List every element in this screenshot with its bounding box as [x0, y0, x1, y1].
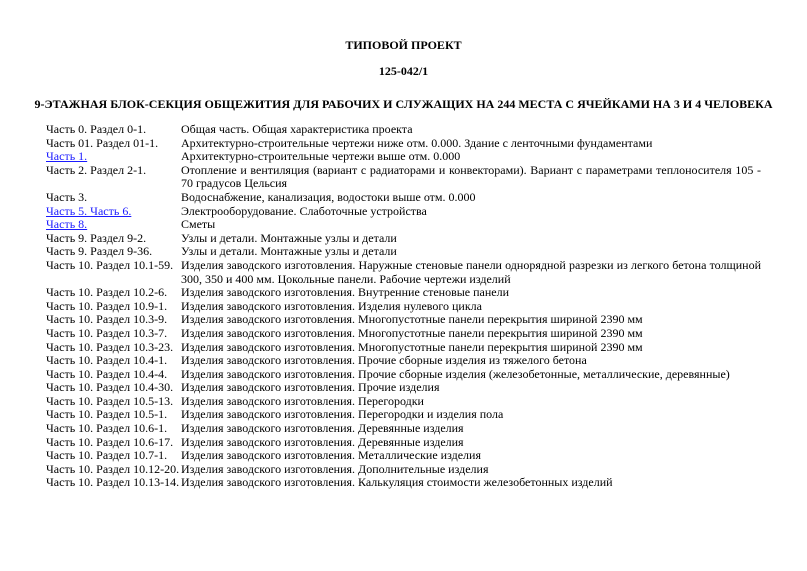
contents-row: [46, 123, 761, 137]
section-code: Часть 10. Раздел 10.7-1.: [46, 448, 168, 463]
contents-row: [46, 245, 761, 259]
section-code: Часть 10. Раздел 10.2-6.: [46, 285, 168, 300]
contents-row: [46, 150, 761, 164]
contents-row: [46, 381, 761, 395]
section-description: Изделия заводского изготовления. Калькуляция стоимости железобетонных изделий: [181, 475, 613, 490]
contents-row: [46, 408, 761, 422]
section-description: Изделия заводского изготовления. Прочие изделия: [181, 380, 440, 395]
section-description: Изделия заводского изготовления. Деревянные изделия: [181, 421, 464, 436]
section-code: Часть 10. Раздел 10.3-7.: [46, 325, 168, 340]
contents-row: [46, 327, 761, 341]
section-code: Часть 10. Раздел 10.13-14.: [46, 475, 180, 490]
section-code: Часть 10. Раздел 10.4-1.: [46, 353, 168, 368]
section-code: Часть 10. Раздел 10.9-1.: [46, 298, 168, 313]
section-link[interactable]: Часть 5. Часть 6.: [46, 203, 132, 218]
section-description: Архитектурно-строительные чертежи выше отм. 0.000: [181, 149, 461, 164]
section-code: Часть 10. Раздел 10.5-13.: [46, 393, 174, 408]
contents-row: [46, 191, 761, 205]
section-description: Водоснабжение, канализация, водостоки выше отм. 0.000: [181, 189, 476, 204]
contents-row: [46, 354, 761, 368]
section-code: Часть 10. Раздел 10.5-1.: [46, 407, 168, 422]
section-description: Изделия заводского изготовления. Многопустотные панели перекрытия шириной 2390 мм: [181, 325, 643, 340]
section-description: Узлы и детали. Монтажные узлы и детали: [181, 230, 397, 245]
contents-row: [46, 341, 761, 355]
section-description: Сметы: [181, 217, 216, 232]
section-code: Часть 2. Раздел 2-1.: [46, 162, 147, 177]
contents-row: [46, 422, 761, 436]
contents-row: [46, 395, 761, 409]
section-description: Изделия заводского изготовления. Изделия нулевого цикла: [181, 298, 482, 313]
section-code: Часть 9. Раздел 9-36.: [46, 244, 153, 259]
section-description: Изделия заводского изготовления. Дополнительные изделия: [181, 461, 489, 476]
section-description: Изделия заводского изготовления. Прочие сборные изделия из тяжелого бетона: [181, 353, 587, 368]
section-description: Изделия заводского изготовления. Перегородки и изделия пола: [181, 407, 504, 422]
section-description: Электрооборудование. Слаботочные устройства: [181, 203, 427, 218]
contents-row: [46, 436, 761, 450]
section-description: Изделия заводского изготовления. Многопустотные панели перекрытия шириной 2390 мм: [181, 312, 643, 327]
contents-row: [46, 137, 761, 151]
section-description: Изделия заводского изготовления. Деревянные изделия: [181, 434, 464, 449]
section-code: Часть 10. Раздел 10.1-59.: [46, 257, 174, 272]
contents-row: [46, 205, 761, 219]
section-link[interactable]: Часть 1.: [46, 149, 88, 164]
contents-row: [46, 449, 761, 463]
contents-row: [46, 164, 761, 191]
contents-row: [46, 218, 761, 232]
section-code: Часть 10. Раздел 10.4-4.: [46, 366, 168, 381]
contents-row: [46, 476, 761, 490]
section-code: Часть 10. Раздел 10.3-23.: [46, 339, 174, 354]
contents-row: [46, 286, 761, 300]
contents-row: [46, 368, 761, 382]
project-number: 125-042/1: [378, 64, 429, 78]
section-code: Часть 3.: [46, 189, 88, 204]
section-description: Узлы и детали. Монтажные узлы и детали: [181, 244, 397, 259]
contents-row: [46, 259, 761, 286]
section-description: Изделия заводского изготовления. Металлические изделия: [181, 448, 481, 463]
section-code: Часть 9. Раздел 9-2.: [46, 230, 147, 245]
section-description: Изделия заводского изготовления. Внутренние стеновые панели: [181, 285, 510, 300]
contents-row: [46, 463, 761, 477]
contents-list: [46, 123, 761, 490]
section-code: Часть 10. Раздел 10.3-9.: [46, 312, 168, 327]
section-description: Общая часть. Общая характеристика проекта: [181, 122, 413, 136]
section-code: Часть 01. Раздел 01-1.: [46, 135, 159, 150]
section-description: Изделия заводского изготовления. Многопустотные панели перекрытия шириной 2390 мм: [181, 339, 643, 354]
contents-row: [46, 300, 761, 314]
section-link[interactable]: Часть 8.: [46, 217, 88, 232]
section-code: Часть 10. Раздел 10.6-17.: [46, 434, 174, 449]
section-code: Часть 10. Раздел 10.4-30.: [46, 380, 174, 395]
section-description: Изделия заводского изготовления. Перегородки: [181, 393, 424, 408]
section-description: Архитектурно-строительные чертежи ниже отм. 0.000. Здание с ленточными фундаментами: [181, 135, 653, 150]
section-description: Изделия заводского изготовления. Прочие сборные изделия (железобетонные, металлические, деревянные): [181, 366, 730, 381]
project-title: 9-ЭТАЖНАЯ БЛОК-СЕКЦИЯ ОБЩЕЖИТИЯ ДЛЯ РАБОЧИХ И СЛУЖАЩИХ НА 244 МЕСТА С ЯЧЕЙКАМИ НА 3 И 4 ЧЕЛОВЕКА: [34, 97, 773, 111]
contents-row: [46, 313, 761, 327]
section-code: Часть 0. Раздел 0-1.: [46, 122, 147, 136]
doc-type-title: ТИПОВОЙ ПРОЕКТ: [345, 38, 462, 52]
section-description: Отопление и вентиляция (вариант с радиаторами и конвекторами). Вариант с параметрами теплоносителя 105 - 70 градусов Цельсия: [181, 162, 761, 191]
section-code: Часть 10. Раздел 10.6-1.: [46, 421, 168, 436]
section-code: Часть 10. Раздел 10.12-20.: [46, 461, 180, 476]
contents-row: [46, 232, 761, 246]
section-description: Изделия заводского изготовления. Наружные стеновые панели однорядной разрезки из легкого бетона толщиной 300, 350 и 400 мм. Цокольные панели. Рабочие чертежи изделий: [181, 257, 761, 286]
